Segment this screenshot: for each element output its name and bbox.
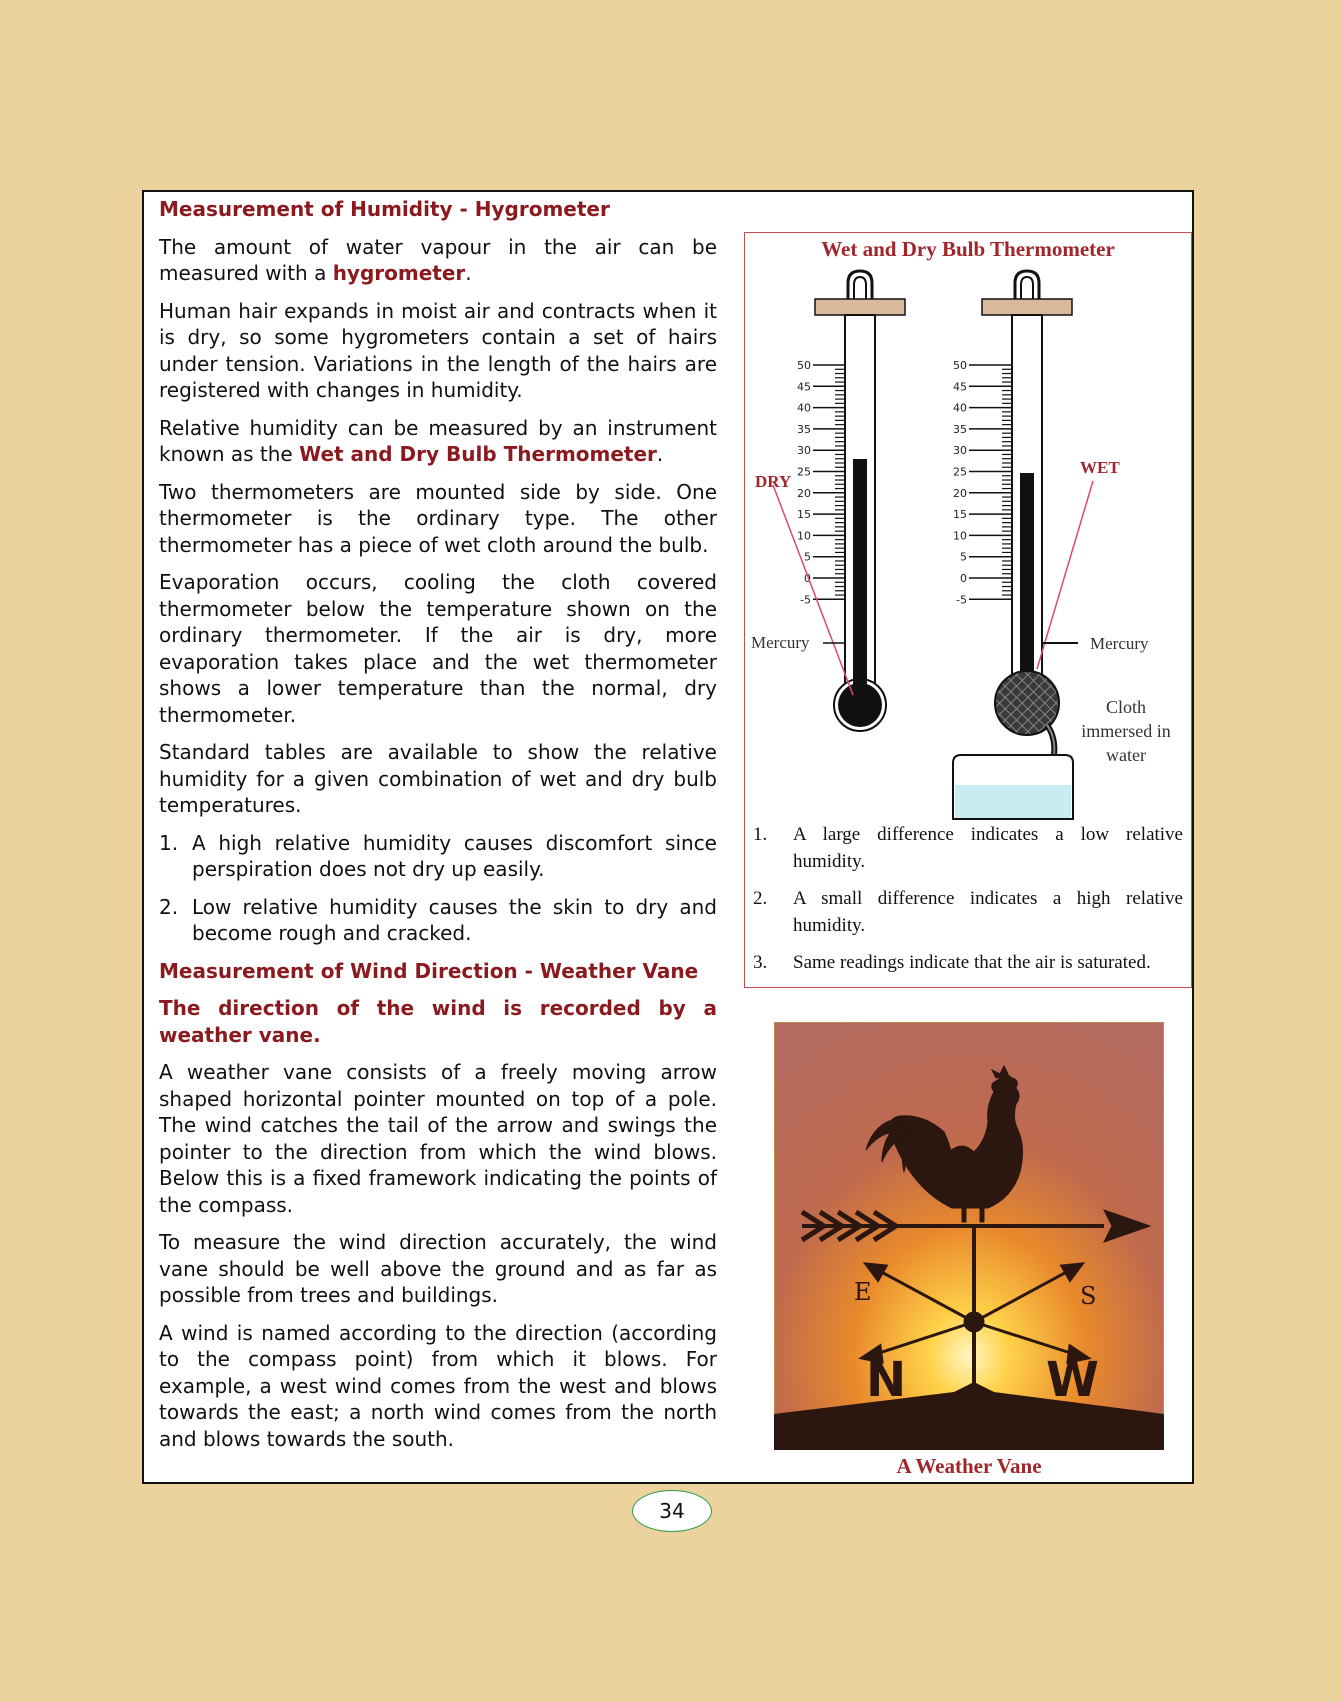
scale-left bbox=[797, 359, 845, 606]
mercury-left-label: Mercury bbox=[751, 633, 810, 652]
dry-thermometer bbox=[815, 271, 905, 731]
wind-lead-statement: The direction of the wind is recorded by a weather vane. bbox=[159, 996, 717, 1047]
scale-label: 45 bbox=[953, 380, 967, 394]
note-item bbox=[753, 885, 1183, 939]
list-number: 2. bbox=[159, 894, 179, 919]
scale-label: 35 bbox=[953, 422, 967, 436]
thermometer-diagram bbox=[745, 233, 1191, 823]
weather-vane-photo bbox=[774, 1022, 1164, 1450]
note-number: 2. bbox=[753, 888, 768, 909]
list-text: A high relative humidity causes discomfort since perspiration does not dry up easily. bbox=[192, 830, 717, 881]
wet-label: WET bbox=[1080, 458, 1120, 477]
note-text: Same readings indicate that the air is saturated. bbox=[793, 952, 1151, 973]
text: . bbox=[656, 442, 664, 466]
cloth-label-1: Cloth bbox=[1105, 697, 1147, 717]
scale-label: 10 bbox=[953, 529, 967, 543]
scale-label: 0 bbox=[804, 572, 811, 585]
scale-label: 25 bbox=[797, 465, 811, 479]
page-frame bbox=[142, 190, 1194, 1484]
text: Relative humidity can be measured by an instrument known as the bbox=[159, 415, 717, 466]
paragraph-wind-naming: A wind is named according to the direction (according to the compass point) from which it blows. For example, a west wind comes from the west and blows towards the east; a north wind comes from the north and blows towards the south. bbox=[159, 1320, 717, 1451]
heading-humidity: Measurement of Humidity - Hygrometer bbox=[159, 197, 610, 221]
scale-label: 50 bbox=[953, 359, 967, 372]
paragraph-vane-description: A weather vane consists of a freely moving arrow shaped horizontal pointer mounted on top of a pole. The wind catches the tail of the arrow and swings the pointer to the direction from which the wind blows. Below this is a fixed framework indicating the points of the compass. bbox=[159, 1060, 717, 1217]
cloth-label-2: immersed in bbox=[1081, 721, 1171, 741]
scale-label: 20 bbox=[953, 486, 967, 500]
heading-wind: Measurement of Wind Direction - Weather Vane bbox=[159, 958, 699, 983]
list-item bbox=[159, 830, 717, 883]
scale-label: 15 bbox=[797, 508, 811, 522]
text: The amount of water vapour in the air can be measured with a bbox=[159, 234, 717, 285]
paragraph-standard-tables: Standard tables are available to show the relative humidity for a given combination of wet and dry bulb temperatures. bbox=[159, 740, 717, 817]
scale-label: 10 bbox=[797, 529, 811, 543]
compass-letter-n: N bbox=[866, 1352, 907, 1408]
term-hygrometer: hygrometer bbox=[332, 261, 466, 285]
page-number: 34 bbox=[632, 1490, 712, 1532]
paragraph-hair: Human hair expands in moist air and contracts when it is dry, so some hygrometers contain a set of hairs under tension. Variations in the length of the hairs are registered with changes in humidity. bbox=[159, 298, 717, 402]
left-column bbox=[159, 196, 717, 1463]
list-item bbox=[159, 894, 717, 947]
scale-label: 5 bbox=[804, 550, 811, 564]
note-item bbox=[753, 821, 1183, 875]
scale-label: 5 bbox=[960, 550, 967, 564]
figure-title: Wet and Dry Bulb Thermometer bbox=[821, 237, 1115, 261]
scale-label: 30 bbox=[797, 444, 811, 458]
wet-thermometer bbox=[953, 271, 1073, 819]
text: . bbox=[465, 261, 472, 285]
scale-label: 50 bbox=[797, 359, 811, 372]
cloth-label-3: water bbox=[1106, 745, 1146, 765]
paragraph-relative-humidity bbox=[159, 415, 717, 468]
scale-label: 25 bbox=[953, 465, 967, 479]
compass-letter-s: S bbox=[1080, 1282, 1097, 1310]
note-number: 1. bbox=[753, 824, 768, 845]
dry-pointer-line bbox=[773, 485, 853, 695]
humidity-effects-list bbox=[159, 830, 717, 947]
scale-label: 15 bbox=[953, 508, 967, 522]
paragraph-vane-placement: To measure the wind direction accurately, the wind vane should be well above the ground and as far as possible from trees and buildings. bbox=[159, 1230, 717, 1307]
compass-letter-w: W bbox=[1046, 1352, 1099, 1408]
paragraph-evaporation: Evaporation occurs, cooling the cloth covered thermometer below the temperature shown on the ordinary thermometer. If the air is dry, more evaporation takes place and the wet thermometer shows a lower temperature than the normal, dry thermometer. bbox=[159, 570, 717, 727]
scale-label: 0 bbox=[960, 572, 967, 585]
compass-letter-e: E bbox=[854, 1278, 872, 1306]
paragraph-two-thermometers: Two thermometers are mounted side by side. One thermometer is the ordinary type. The other thermometer has a piece of wet cloth around the bulb. bbox=[159, 479, 717, 557]
scale-label: -5 bbox=[956, 593, 967, 607]
hygrometer-figure bbox=[744, 232, 1192, 988]
scale-label: -5 bbox=[800, 593, 811, 607]
scale-right bbox=[953, 359, 1012, 606]
mercury-right-label: Mercury bbox=[1090, 634, 1149, 653]
scale-label: 40 bbox=[797, 401, 811, 415]
weather-vane-caption: A Weather Vane bbox=[896, 1454, 1042, 1478]
list-number: 1. bbox=[159, 830, 179, 855]
scale-label: 45 bbox=[797, 380, 811, 394]
scale-label: 30 bbox=[953, 444, 967, 458]
note-number: 3. bbox=[753, 952, 768, 973]
note-item bbox=[753, 949, 1183, 976]
term-wet-dry-bulb: Wet and Dry Bulb Thermometer bbox=[299, 442, 657, 466]
list-text: Low relative humidity causes the skin to dry and become rough and cracked. bbox=[192, 894, 717, 945]
scale-label: 35 bbox=[797, 422, 811, 436]
note-text: A small difference indicates a high relative humidity. bbox=[793, 888, 1183, 936]
scale-label: 20 bbox=[797, 486, 811, 500]
note-text: A large difference indicates a low relative humidity. bbox=[793, 824, 1183, 872]
wet-pointer-line bbox=[1037, 481, 1093, 669]
scale-label: 40 bbox=[953, 401, 967, 415]
dry-label: DRY bbox=[755, 472, 792, 491]
figure-notes bbox=[753, 821, 1183, 986]
paragraph-hygrometer bbox=[159, 234, 717, 287]
